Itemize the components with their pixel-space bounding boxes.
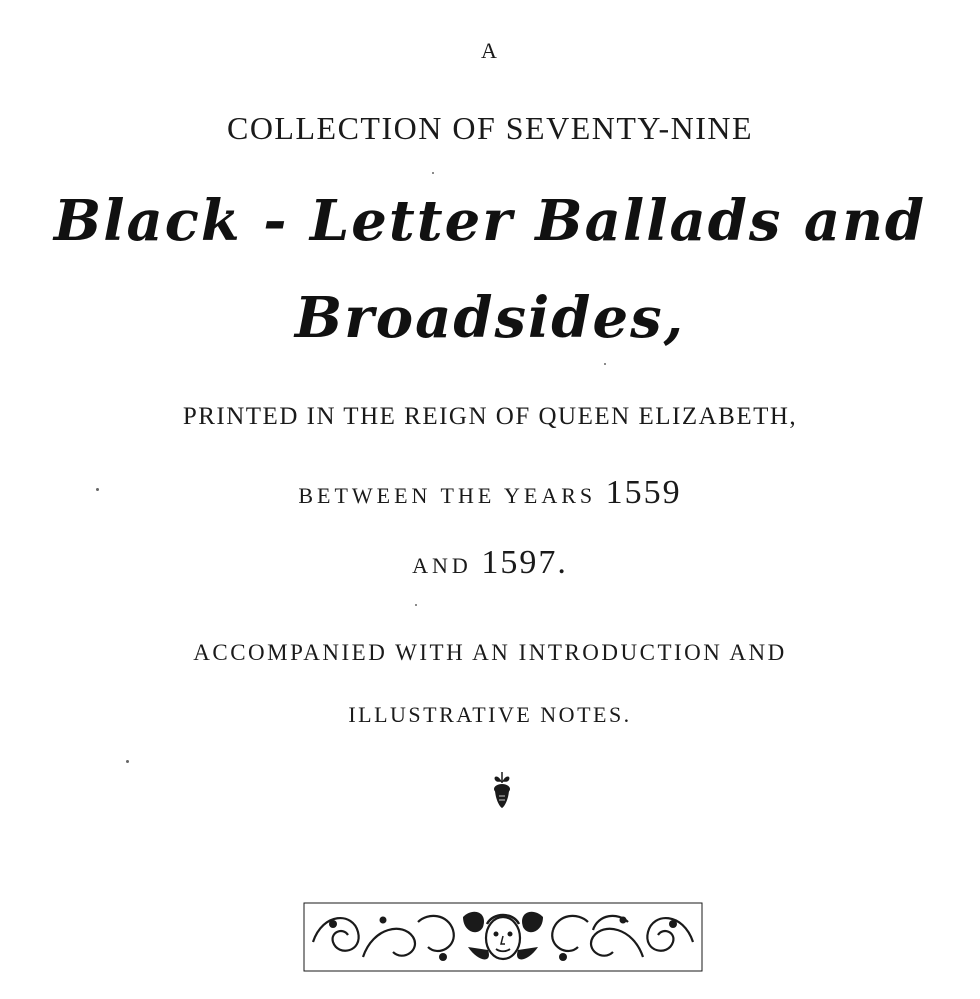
title-article: A — [481, 38, 499, 63]
between-years-line — [0, 474, 980, 512]
scan-speck — [96, 488, 99, 491]
scan-speck — [126, 760, 129, 763]
year-end: 1597. — [481, 544, 568, 581]
title-blackletter-line-1: Black - Letter Ballads and — [53, 188, 927, 254]
scan-speck — [604, 363, 606, 365]
and-label: AND — [412, 553, 482, 578]
illustrative-notes-line: ILLUSTRATIVE NOTES. — [348, 702, 632, 727]
title-collection-line: COLLECTION OF SEVENTY-NINE — [226, 110, 754, 146]
and-year-line — [0, 544, 980, 582]
scan-speck — [415, 604, 417, 606]
foliate-headpiece-ornament — [303, 902, 703, 972]
year-start: 1559 — [605, 474, 682, 511]
printed-reign-line: PRINTED IN THE REIGN OF QUEEN ELIZABETH, — [182, 403, 798, 430]
scan-speck — [432, 172, 434, 174]
between-label: BETWEEN THE YEARS — [298, 483, 606, 508]
acorn-fleuron-icon — [490, 770, 514, 810]
title-blackletter-line-2: Broadsides, — [294, 285, 686, 351]
accompanied-line: ACCOMPANIED WITH AN INTRODUCTION AND — [193, 640, 787, 665]
